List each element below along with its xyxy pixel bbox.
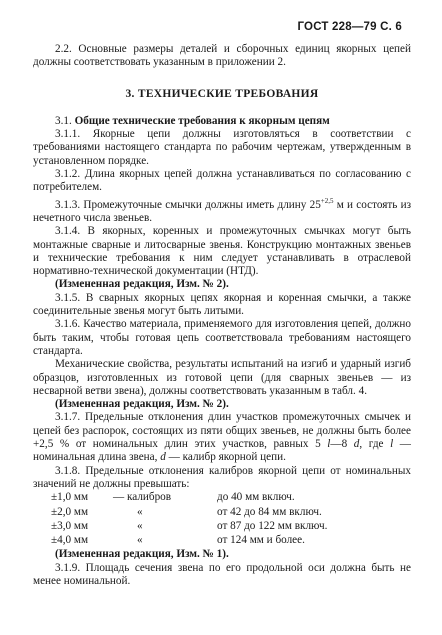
tolerance-value: ±3,0 мм (51, 519, 89, 532)
tolerance-value: ±4,0 мм (51, 534, 89, 547)
paragraph-3-1-5: 3.1.5. В сварных якорных цепях якорная и коренная смычки, а также соединительные звенья могут быть литыми. (33, 291, 411, 318)
text-part: — номинальная длина звена, (33, 438, 411, 464)
paragraph-2-2: 2.2. Основные размеры деталей и сборочных единиц якорных цепей должны соответствовать указанным в приложении 2. (33, 43, 411, 69)
tolerance-row (51, 534, 327, 548)
tolerance-range: от 124 мм и более. (217, 534, 305, 547)
variable: d (353, 438, 360, 451)
paragraph-3-1-6: 3.1.6. Качество материала, применяемого для изготовления цепей, должно быть таким, чтобы готовая цепь соответствовала требованиям настоящего стандарта. (33, 318, 411, 357)
paragraph-mechanical: Механические свойства, результаты испытаний на изгиб и ударный изгиб образцов, изготовленных из готовой цепи (для сварных звеньев — из несварной ветви звена), должны соответствовать указанным в табл. 4. (33, 358, 411, 397)
tolerance-row (51, 506, 327, 520)
paragraph-3-1-1: 3.1.1. Якорные цепи должны изготовляться в соответствии с требованиями настоящего стандарта по рабочим чертежам, утвержденным в установленном порядке. (33, 128, 411, 167)
tolerance-range: от 87 до 122 мм включ. (217, 519, 328, 532)
tolerance-value: ±2,0 мм (51, 505, 89, 518)
paragraph-3-1-8: 3.1.8. Предельные отклонения калибров якорной цепи от номинальных значений не должны превышать: (33, 464, 411, 490)
edition-note: (Измененная редакция, Изм. № 1). (55, 548, 229, 561)
page-header: ГОСТ 228—79 С. 6 (297, 21, 402, 33)
document-body (33, 43, 411, 588)
paragraph-3-1-9: 3.1.9. Площадь сечения звена по его продольной оси должна быть не менее номинальной. (33, 561, 411, 587)
section-title: 3. ТЕХНИЧЕСКИЕ ТРЕБОВАНИЯ (125, 87, 319, 100)
paragraph-3-1-7 (33, 411, 411, 464)
tolerance-mark: — калибров (113, 491, 172, 504)
tolerance-row (51, 491, 327, 505)
text-part: 3.1.7. Предельные отклонения длин участков промежуточных смычек и цепей без распорок, состоящих из пяти общих звеньев, не должны быть более +2,5 % от номинальных длин этих участков, равных 5 (33, 411, 411, 451)
tolerance-mark: « (137, 505, 143, 518)
text-part: , где (359, 438, 391, 451)
variable: l (327, 438, 331, 451)
tolerance-mark: « (137, 519, 143, 532)
text-part: —8 (330, 438, 354, 451)
edition-note: (Измененная редакция, Изм. № 2). (55, 398, 229, 411)
subsection-3-1-heading (33, 115, 411, 128)
paragraph-3-1-2: 3.1.2. Длина якорных цепей должна устанавливаться по согласованию с потребителем. (33, 168, 411, 194)
tolerance-range: от 42 до 84 мм включ. (217, 505, 322, 518)
variable: d (160, 451, 166, 464)
text-part: — калибр якорной цепи. (165, 451, 286, 464)
text-part: 3.1.3. Промежуточные смычки должны иметь длину 25 (55, 198, 321, 211)
paragraph-3-1-4: 3.1.4. В якорных, коренных и промежуточных смычках могут быть монтажные сварные и литосварные звенья. Конструкцию монтажных звеньев и технические требования к ним следует устанавливать в отраслевой нормативно-технической документации (НТД). (33, 225, 411, 278)
edition-note: (Измененная редакция, Изм. № 2). (55, 278, 229, 291)
tolerance-row (51, 520, 327, 534)
text-part: м и состоять из нечетного числа звеньев. (33, 198, 411, 224)
paragraph-3-1-3 (33, 195, 411, 226)
tolerance-superscript: +2,5 (320, 196, 334, 205)
subsection-title: Общие технические требования к якорным цепям (74, 114, 330, 127)
subsection-number: 3.1. (55, 114, 72, 127)
tolerance-range: до 40 мм включ. (217, 491, 295, 504)
tolerance-mark: « (137, 534, 143, 547)
tolerance-value: ±1,0 мм (51, 491, 89, 504)
tolerance-list (51, 491, 327, 548)
variable: l (390, 438, 394, 451)
